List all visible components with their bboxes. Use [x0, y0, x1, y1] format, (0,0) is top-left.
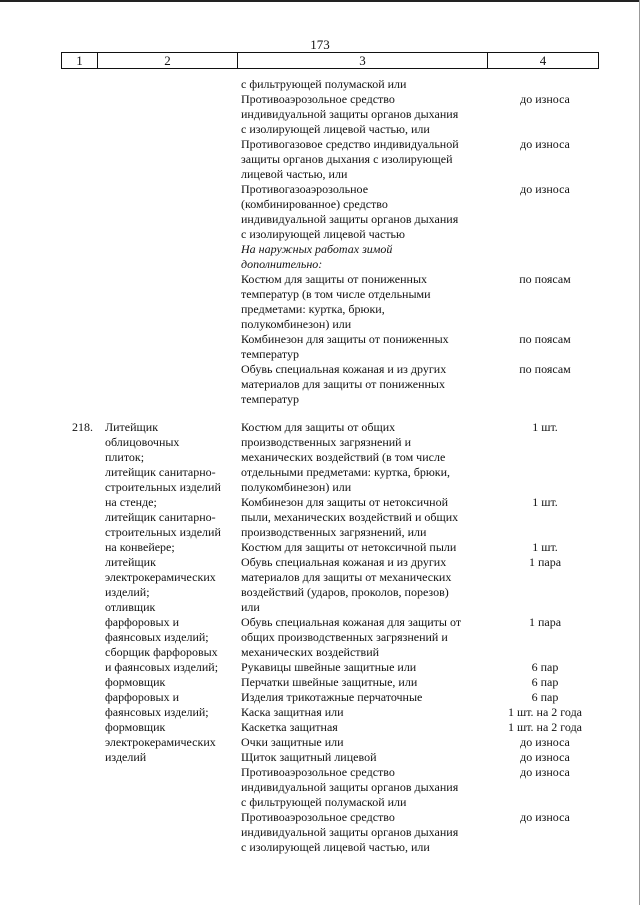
table-row [241, 765, 599, 780]
issue-norm: до износа [520, 810, 570, 824]
item-text: механических воздействий (в том числе [241, 450, 446, 464]
item-text: полукомбинезон) или [241, 317, 352, 331]
issue-norm [491, 840, 599, 855]
item-text: производственных загрязнений, или [241, 525, 427, 539]
table-row [241, 332, 599, 347]
issue-norm: 6 пар [531, 675, 559, 689]
issue-norm [491, 257, 599, 272]
item-text: Изделия трикотажные перчаточные [241, 690, 423, 704]
item-text: с изолирующей лицевой частью, или [241, 840, 430, 854]
item-text: Противогазовое средство индивидуальной [241, 137, 459, 151]
issue-norm [491, 152, 599, 167]
table-row [241, 257, 599, 272]
issue-norm [491, 600, 599, 615]
item-text: температур [241, 392, 300, 406]
profession-line: на конвейере; [105, 540, 175, 554]
table-row [241, 227, 599, 242]
profession-line: фаянсовых изделий; [105, 630, 209, 644]
table-row [241, 465, 599, 480]
issue-norm [491, 107, 599, 122]
issue-norm [491, 450, 599, 465]
profession-line: сборщик фарфоровых [105, 645, 218, 659]
item-text: Костюм для защиты от нетоксичной пыли [241, 540, 457, 554]
issue-norm: по поясам [519, 332, 571, 346]
table-row [241, 825, 599, 840]
item-text: Рукавицы швейные защитные или [241, 660, 417, 674]
profession-line: изделий; [105, 585, 150, 599]
issue-norm [491, 302, 599, 317]
table-row [241, 122, 599, 137]
table-row [241, 735, 599, 750]
table-row [241, 77, 599, 92]
table-row [241, 810, 599, 825]
issue-norm [491, 825, 599, 840]
item-text: материалов для защиты от пониженных [241, 377, 445, 391]
entry-number: 218. [72, 420, 93, 434]
item-text: Обувь специальная кожаная и из других [241, 362, 447, 376]
issue-norm [491, 287, 599, 302]
table-row [241, 197, 599, 212]
profession-line: формовщик [105, 720, 166, 734]
table-row [241, 510, 599, 525]
item-text: Обувь специальная кожаная для защиты от [241, 615, 462, 629]
item-text: материалов для защиты от механических [241, 570, 452, 584]
entry-218 [61, 420, 599, 855]
issue-norm [491, 465, 599, 480]
issue-norm: 1 пара [528, 555, 562, 569]
issue-norm: 6 пар [531, 660, 559, 674]
table-row [241, 705, 599, 720]
profession-line: плиток; [105, 450, 145, 464]
item-text: защиты органов дыхания с изолирующей [241, 152, 453, 166]
issue-norm [491, 585, 599, 600]
item-text: с фильтрующей полумаской или [241, 795, 407, 809]
item-text: Каскетка защитная [241, 720, 338, 734]
column-header-row [61, 52, 599, 69]
column-header-2: 2 [98, 53, 238, 68]
table-row [241, 585, 599, 600]
table-row [241, 362, 599, 377]
item-text: производственных загрязнений и [241, 435, 412, 449]
item-text: Противоаэрозольное средство [241, 92, 395, 106]
item-text: с фильтрующей полумаской или [241, 77, 407, 91]
item-text: индивидуальной защиты органов дыхания [241, 212, 459, 226]
issue-norm [491, 780, 599, 795]
issue-norm [491, 377, 599, 392]
table-row [241, 675, 599, 690]
profession-line: формовщик [105, 675, 166, 689]
issue-norm [491, 392, 599, 407]
issue-norm [491, 227, 599, 242]
table-row [241, 480, 599, 495]
issue-norm [491, 570, 599, 585]
table-row [241, 302, 599, 317]
table-row [241, 92, 599, 107]
issue-norm [491, 77, 599, 92]
item-text: пыли, механических воздействий и общих [241, 510, 459, 524]
table-row [241, 392, 599, 407]
table-row [241, 435, 599, 450]
table-row [241, 660, 599, 675]
item-text: Комбинезон для защиты от пониженных [241, 332, 449, 346]
table-row [241, 272, 599, 287]
item-text: Противоаэрозольное средство [241, 765, 395, 779]
item-text: На наружных работах зимой [241, 242, 393, 256]
item-text: Противогазоаэрозольное [241, 182, 369, 196]
issue-norm [491, 347, 599, 362]
issue-norm [491, 525, 599, 540]
item-text: предметами: куртка, брюки, [241, 302, 385, 316]
table-row [241, 840, 599, 855]
item-text: температур [241, 347, 300, 361]
issue-norm [491, 197, 599, 212]
table-row [241, 780, 599, 795]
issue-norm: до износа [520, 92, 570, 106]
issue-norm: 1 шт. [532, 540, 558, 554]
item-text: лицевой частью, или [241, 167, 348, 181]
issue-norm [491, 795, 599, 810]
item-text: общих производственных загрязнений и [241, 630, 448, 644]
column-header-3: 3 [238, 53, 488, 68]
table-row [241, 615, 599, 630]
item-text: дополнительно: [241, 257, 323, 271]
profession-line: отливщик [105, 600, 156, 614]
table-row [241, 540, 599, 555]
table-row [241, 630, 599, 645]
item-text: (комбинированное) средство [241, 197, 388, 211]
table-row [241, 420, 599, 435]
item-text: Противоаэрозольное средство [241, 810, 395, 824]
table-row [241, 570, 599, 585]
profession-line: Литейщик [105, 420, 159, 434]
table-row [241, 107, 599, 122]
issue-norm: 1 шт. [532, 420, 558, 434]
table-row [241, 167, 599, 182]
item-text: Костюм для защиты от общих [241, 420, 396, 434]
profession-line: строительных изделий [105, 480, 221, 494]
issue-norm [491, 645, 599, 660]
issue-norm: до износа [520, 765, 570, 779]
profession-line: строительных изделий [105, 525, 221, 539]
profession-line: электрокерамических [105, 735, 216, 749]
table-row [241, 182, 599, 197]
table-row [241, 377, 599, 392]
table-row [241, 242, 599, 257]
profession-line: электрокерамических [105, 570, 216, 584]
profession-line: на стенде; [105, 495, 157, 509]
entry-rows [241, 420, 599, 855]
issue-norm [491, 212, 599, 227]
issue-norm: 6 пар [531, 690, 559, 704]
issue-norm: по поясам [519, 272, 571, 286]
item-text: Комбинезон для защиты от нетоксичной [241, 495, 449, 509]
issue-norm [491, 242, 599, 257]
profession-line: литейщик [105, 555, 156, 569]
issue-norm: 1 шт. на 2 года [507, 705, 583, 719]
table-body [61, 77, 599, 855]
table-row [241, 525, 599, 540]
profession-line: фарфоровых и [105, 690, 180, 704]
issue-norm [491, 317, 599, 332]
profession-line: и фаянсовых изделий; [105, 660, 219, 674]
item-text: Каска защитная или [241, 705, 344, 719]
table-row [241, 137, 599, 152]
item-text: температур (в том числе отдельными [241, 287, 431, 301]
table-row [241, 317, 599, 332]
item-text: Щиток защитный лицевой [241, 750, 377, 764]
issue-norm: по поясам [519, 362, 571, 376]
item-text: Перчатки швейные защитные, или [241, 675, 418, 689]
item-text: отдельными предметами: куртка, брюки, [241, 465, 451, 479]
item-text: индивидуальной защиты органов дыхания [241, 107, 459, 121]
item-text: механических воздействий [241, 645, 380, 659]
issue-norm [491, 480, 599, 495]
issue-norm [491, 435, 599, 450]
item-text: Очки защитные или [241, 735, 344, 749]
profession-line: литейщик санитарно- [105, 510, 216, 524]
issue-norm: до износа [520, 750, 570, 764]
table-row [241, 795, 599, 810]
table-row [241, 645, 599, 660]
table-row [241, 555, 599, 570]
continuation-block [61, 77, 599, 407]
item-text: с изолирующей лицевой частью, или [241, 122, 430, 136]
issue-norm: до износа [520, 137, 570, 151]
item-text: воздействий (ударов, проколов, порезов) [241, 585, 449, 599]
issue-norm [491, 167, 599, 182]
table-row [241, 600, 599, 615]
column-header-4: 4 [539, 53, 547, 68]
item-text: индивидуальной защиты органов дыхания [241, 780, 459, 794]
issue-norm: до износа [520, 735, 570, 749]
issue-norm: 1 шт. [532, 495, 558, 509]
table-row [241, 495, 599, 510]
column-header-1: 1 [62, 53, 98, 68]
issue-norm [491, 510, 599, 525]
item-text: полукомбинезон) или [241, 480, 352, 494]
issue-norm [491, 630, 599, 645]
item-text: Обувь специальная кожаная и из других [241, 555, 447, 569]
profession-list [105, 420, 241, 855]
profession-line: фаянсовых изделий; [105, 705, 209, 719]
table-row [241, 450, 599, 465]
item-text: Костюм для защиты от пониженных [241, 272, 428, 286]
item-text: с изолирующей лицевой частью [241, 227, 405, 241]
issue-norm: 1 пара [528, 615, 562, 629]
table-row [241, 347, 599, 362]
item-text: индивидуальной защиты органов дыхания [241, 825, 459, 839]
profession-line: фарфоровых и [105, 615, 180, 629]
issue-norm: 1 шт. на 2 года [507, 720, 583, 734]
continuation-rows [241, 77, 599, 407]
table-row [241, 750, 599, 765]
page-number: 173 [310, 37, 330, 52]
issue-norm [491, 122, 599, 137]
table-row [241, 287, 599, 302]
table-row [241, 690, 599, 705]
item-text: или [241, 600, 260, 614]
profession-line: литейщик санитарно- [105, 465, 216, 479]
issue-norm: до износа [520, 182, 570, 196]
profession-line: облицовочных [105, 435, 180, 449]
top-border-line [0, 0, 640, 2]
table-row [241, 212, 599, 227]
profession-line: изделий [105, 750, 147, 764]
table-row [241, 152, 599, 167]
table-row [241, 720, 599, 735]
